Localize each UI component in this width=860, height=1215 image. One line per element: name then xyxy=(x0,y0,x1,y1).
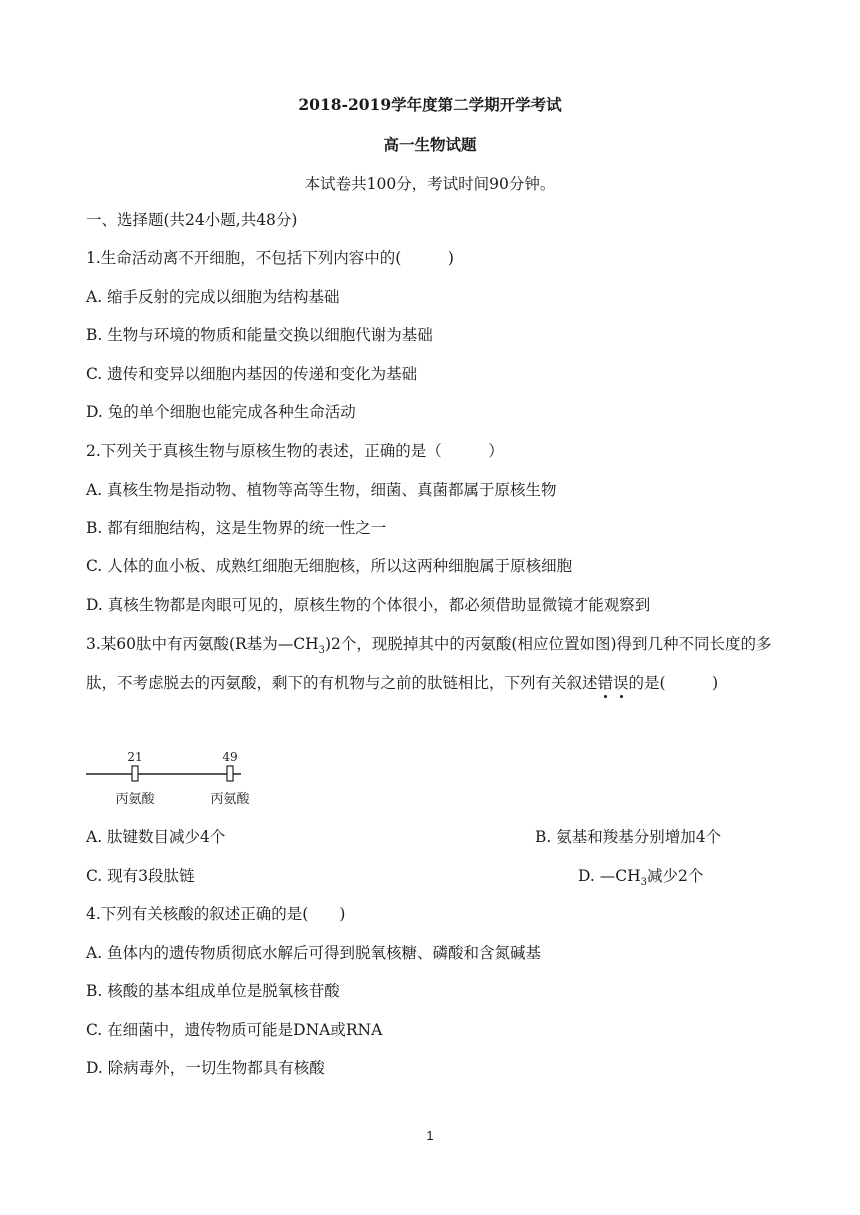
question-1-option-c: C. 遗传和变异以细胞内基因的传递和变化为基础 xyxy=(86,365,418,383)
alanine-position-figure xyxy=(86,745,266,809)
question-4-stem: 4.下列有关核酸的叙述正确的是( ) xyxy=(86,905,346,923)
emphasis-char: 错 xyxy=(597,674,614,693)
question-4-option-b: B. 核酸的基本组成单位是脱氧核苷酸 xyxy=(86,982,340,1000)
question-3-option-a: A. 肽键数目减少4个 xyxy=(86,828,226,846)
exam-info: 本试卷共100分，考试时间90分钟。 xyxy=(304,175,556,193)
question-2-option-b: B. 都有细胞结构，这是生物界的统一性之一 xyxy=(86,519,387,537)
question-3-option-b: B. 氨基和羧基分别增加4个 xyxy=(535,828,722,846)
question-3-stem: 3.某60肽中有丙氨酸(R基为$—CH_3)2$个，现脱掉其中的丙氨酸(相应位置如图)得到几种不同长度的多肽，不考虑脱去的丙氨酸，剩下的有机物与之前的肽链相比，下列有关叙述错误的是( ) xyxy=(86,635,772,693)
question-3-option-c: C. 现有3段肽链 xyxy=(86,867,195,885)
question-3-option-d: D. $—CH_3$减少2个 xyxy=(578,867,704,889)
question-4-option-c: C. 在细菌中，遗传物质可能是DNA或RNA xyxy=(86,1021,383,1039)
question-2-option-c: C. 人体的血小板、成熟红细胞无细胞核，所以这两种细胞属于原核细胞 xyxy=(86,557,573,575)
emphasis-char: 误 xyxy=(613,674,629,693)
page-number: 1 xyxy=(426,1128,434,1143)
emphasis-text xyxy=(598,674,629,692)
exam-title: 2018-2019学年度第二学期开学考试 xyxy=(298,95,562,114)
alanine-label-2: 丙氨酸 xyxy=(210,792,250,807)
question-1-stem: 1.生命活动离不开细胞，不包括下列内容中的( ) xyxy=(86,249,454,267)
question-2-option-d: D. 真核生物都是肉眼可见的，原核生物的个体很小，都必须借助显微镜才能观察到 xyxy=(86,596,651,614)
section-heading: 一、选择题(共24小题,共48分) xyxy=(86,211,298,229)
alanine-label-1: 丙氨酸 xyxy=(115,792,155,807)
question-4-option-d: D. 除病毒外，一切生物都具有核酸 xyxy=(86,1059,325,1077)
exam-subtitle: 高一生物试题 xyxy=(383,135,477,154)
position-21-label: 21 xyxy=(127,750,143,764)
question-2-stem: 2.下列关于真核生物与原核生物的表述，正确的是（ ） xyxy=(86,442,504,460)
question-4-option-a: A. 鱼体内的遗传物质彻底水解后可得到脱氧核糖、磷酸和含氮碱基 xyxy=(86,944,542,962)
question-1-option-b: B. 生物与环境的物质和能量交换以细胞代谢为基础 xyxy=(86,326,433,344)
question-2-option-a: A. 真核生物是指动物、植物等高等生物，细菌、真菌都属于原核生物 xyxy=(86,481,557,499)
question-1-option-d: D. 兔的单个细胞也能完成各种生命活动 xyxy=(86,403,356,421)
position-49-label: 49 xyxy=(222,750,238,764)
question-1-option-a: A. 缩手反射的完成以细胞为结构基础 xyxy=(86,288,340,306)
